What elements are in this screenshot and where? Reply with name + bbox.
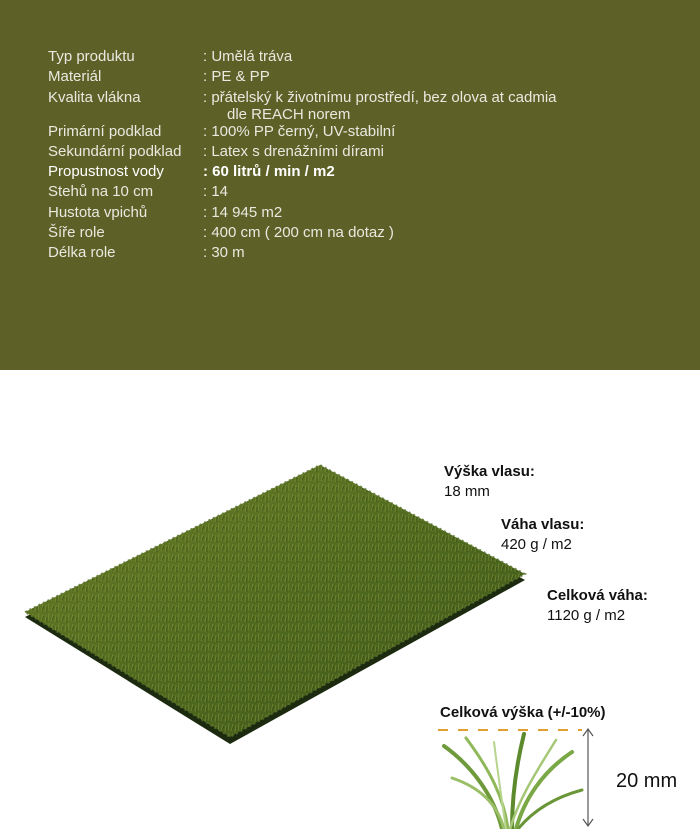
spec-table bbox=[48, 48, 557, 265]
spec-label: Typ produktu bbox=[48, 48, 135, 65]
spec-row bbox=[48, 68, 557, 88]
spec-value: : PE & PP bbox=[203, 68, 270, 86]
stat-pile-weight bbox=[501, 515, 584, 555]
spec-label: Délka role bbox=[48, 244, 116, 262]
spec-value: : 400 cm ( 200 cm na dotaz ) bbox=[203, 224, 394, 242]
spec-panel bbox=[0, 0, 700, 370]
spec-row bbox=[48, 89, 557, 123]
spec-label: Materiál bbox=[48, 68, 102, 86]
total-height-value: 20 mm bbox=[616, 770, 678, 792]
spec-row bbox=[48, 143, 557, 163]
spec-label: Kvalita vlákna bbox=[48, 88, 141, 106]
grass-blades-image bbox=[432, 726, 588, 829]
stat-value: 18 mm bbox=[444, 483, 490, 500]
spec-value: : Latex s drenážními dírami bbox=[203, 142, 384, 160]
spec-label: Hustota vpichů bbox=[48, 203, 148, 221]
spec-row bbox=[48, 48, 557, 68]
spec-value: : 14 bbox=[203, 183, 229, 201]
spec-row bbox=[48, 123, 557, 143]
spec-label: Stehů na 10 cm bbox=[48, 183, 154, 201]
spec-value bbox=[203, 89, 557, 123]
stat-total-weight bbox=[547, 586, 648, 626]
total-height-label: Celková výška (+/-10%) bbox=[440, 704, 606, 721]
spec-value: : Umělá tráva bbox=[203, 48, 293, 65]
spec-value-line1: : přátelský k životnímu prostředí, bez olova at cadmia bbox=[203, 88, 557, 106]
spec-row bbox=[48, 204, 557, 224]
stat-value: 1120 g / m2 bbox=[547, 607, 626, 624]
spec-label: Šíře role bbox=[48, 224, 105, 242]
height-arrow-icon bbox=[578, 726, 598, 829]
spec-label: Propustnost vody bbox=[48, 163, 164, 181]
spec-row-highlighted bbox=[48, 163, 557, 183]
stat-label: Výška vlasu: bbox=[444, 463, 535, 480]
spec-row bbox=[48, 183, 557, 203]
stat-label: Váha vlasu: bbox=[501, 516, 585, 533]
spec-row bbox=[48, 244, 557, 264]
spec-value: : 60 litrů / min / m2 bbox=[203, 163, 335, 181]
stat-value: 420 g / m2 bbox=[501, 536, 572, 553]
spec-value: : 14 945 m2 bbox=[203, 203, 283, 221]
spec-label: Primární podklad bbox=[48, 122, 162, 140]
spec-row bbox=[48, 224, 557, 244]
stat-label: Celková váha: bbox=[547, 587, 648, 604]
spec-value-line2: dle REACH norem bbox=[227, 105, 351, 123]
spec-value: : 30 m bbox=[203, 244, 245, 262]
spec-label: Sekundární podklad bbox=[48, 142, 182, 160]
stat-pile-height bbox=[444, 462, 535, 502]
spec-value: : 100% PP černý, UV-stabilní bbox=[203, 122, 396, 140]
